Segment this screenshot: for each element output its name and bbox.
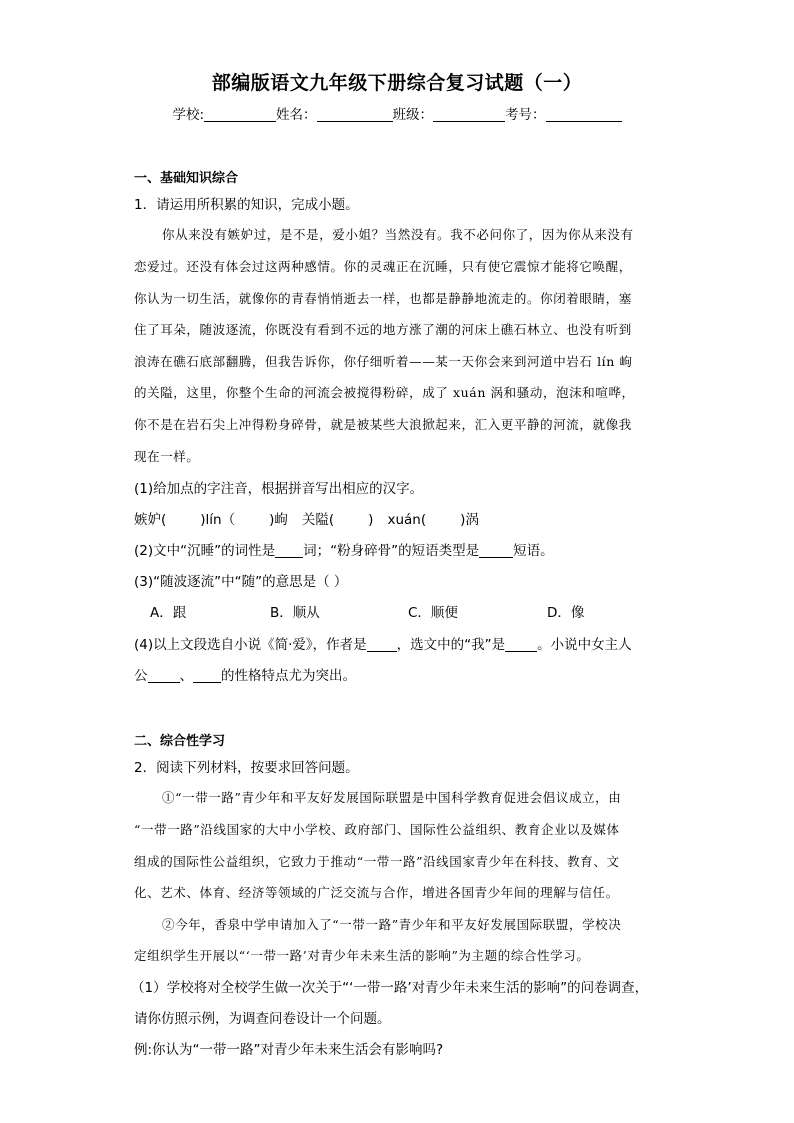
class-label: 班级： [392,107,434,123]
material-line-5: ②今年，香泉中学申请加入了“一带一路”青少年和平友好发展国际联盟，学校决 [162,917,622,932]
blank-narrator[interactable] [505,637,537,652]
sub-question-4-line-1 [134,633,632,653]
sub2-text-c: 短语。 [513,543,554,559]
item-c: 关隘( [301,512,335,528]
material-line-3: 组成的国际性公益组织，它致力于推动“一带一路”沿线国家青少年在科技、教育、文 [134,854,620,869]
option-d[interactable]: D．像 [547,605,585,621]
passage-line-5: 浪涛在礁石底部翻腾，但我告诉你，你仔细听着——某一天你会来到河道中岩石 lín 岣 [134,354,633,369]
exam-no-label: 考号： [505,107,546,123]
sub4-text-d: 公 [134,668,148,684]
sub2-text-a: (2)文中“沉睡”的词性是 [134,543,276,559]
section2-heading: 二、综合性学习 [134,734,226,749]
passage-line-7: 你不是在岩石尖上冲得粉身碎骨，就是被某些大浪掀起来，汇入更平静的河流，就像我 [134,417,632,432]
blank-trait-2[interactable] [193,668,221,683]
material-line-1: ①“一带一路”青少年和平友好发展国际联盟是中国科学教育促进会倡议成立，由 [162,790,622,805]
pinyin-row [134,508,479,528]
sub2-text-b: 词；“粉身碎骨”的短语类型是 [303,543,480,559]
passage-line-4: 住了耳朵，随波逐流，你既没有看到不远的地方涨了潮的河床上礁石林立、也没有听到 [134,322,632,337]
blank-word-class[interactable] [275,543,303,558]
name-blank[interactable] [317,107,393,122]
page-title: 部编版语文九年级下册综合复习试题（一） [211,72,583,94]
exam-no-blank[interactable] [546,107,622,122]
sub4-text-b: ，选文中的“我”是 [396,637,506,653]
school-label: 学校: [172,107,205,123]
sub-question-2 [134,539,554,559]
blank-author[interactable] [367,637,397,652]
sub2-question-1-line-1: （1）学校将对全校学生做一次关于“‘一带一路’对青少年未来生活的影响”的问卷调查， [131,980,649,996]
passage-line-1: 你从来没有嫉妒过，是不是，爱小姐？当然没有。我不必问你了，因为你从来没有 [162,227,634,242]
question-1: 1．请运用所积累的知识，完成小题。 [134,197,359,213]
passage-line-6: 的关隘，这里，你整个生命的河流会被搅得粉碎，成了 xuán 涡和骚动，泡沫和喧哗， [134,385,635,400]
section1-heading: 一、基础知识综合 [134,171,239,186]
item-a: 嫉妒( [134,512,167,528]
sub4-text-a: (4)以上文段选自小说《简·爱》，作者是 [134,637,367,653]
sub-question-4-line-2 [134,664,356,684]
passage-line-2: 恋爱过。还没有体会过这两种感情。你的灵魂正在沉睡，只有使它震惊才能将它唤醒， [134,259,632,274]
blank-phrase-type[interactable] [479,543,513,558]
passage-line-8: 现在一样。 [134,449,200,464]
blank-trait-1[interactable] [148,668,180,683]
item-a-close: )lín（ [200,512,236,528]
sub-question-3: (3)“随波逐流”中“随”的意思是（ ） [134,574,348,590]
material-line-6: 定组织学生开展以“‘一带一路’对青少年未来生活的影响”为主题的综合性学习。 [134,948,590,963]
option-c[interactable]: C．顺便 [408,605,458,621]
material-line-4: 化、艺术、体育、经济等领域的广泛交流与合作，增进各国青少年间的理解与信任。 [134,885,619,900]
sub2-question-1-line-2: 请你仿照示例，为调查问卷设计一个问题。 [134,1011,391,1027]
sub4-text-c: 。小说中女主人 [537,637,632,653]
item-d: xuán( [387,512,427,528]
option-a[interactable]: A．跟 [150,605,187,621]
sub4-text-f: 的性格特点尤为突出。 [221,668,356,684]
sub4-text-e: 、 [179,668,193,684]
question-2: 2．阅读下列材料，按要求回答问题。 [134,760,359,776]
material-line-2: “一带一路”沿线国家的大中小学校、政府部门、国际性公益组织、教育企业以及媒体 [134,822,620,837]
item-c-close: ) [368,512,374,528]
class-blank[interactable] [433,107,505,122]
passage-line-3: 你认为一切生活，就像你的青春悄悄逝去一样，也都是静静地流走的。你闭着眼睛，塞 [134,291,632,306]
option-b[interactable]: B．顺从 [270,605,320,621]
name-label: 姓名： [276,107,317,123]
student-info-line [0,103,794,123]
item-d-close: )涡 [460,512,479,528]
sub-question-1: (1)给加点的字注音，根据拼音写出相应的汉字。 [134,481,424,497]
school-blank[interactable] [204,107,276,122]
item-b-close: )岣 [269,512,288,528]
sub2-example: 例:你认为“一带一路”对青少年未来生活会有影响吗? [134,1042,444,1058]
